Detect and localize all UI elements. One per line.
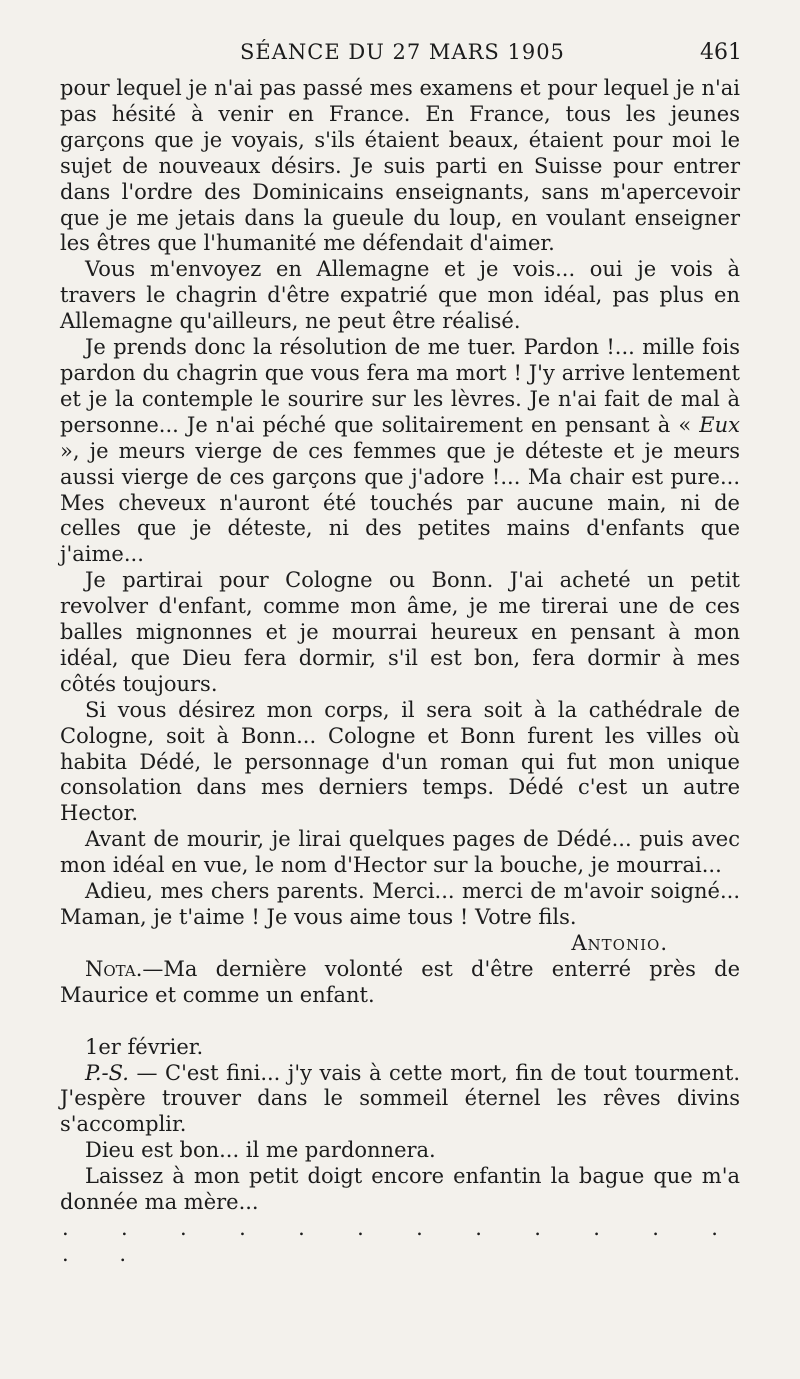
- page-header: [0, 38, 800, 68]
- paragraph-2: Vous m'envoyez en Allemagne et je vois... oui je vois à travers le chagrin d'être expatrié que mon idéal, pas plus en Allemagne qu'ailleurs, ne peut être réalisé.: [60, 257, 740, 334]
- paragraph-6: Avant de mourir, je lirai quelques pages de Dédé... puis avec mon idéal en vue, le nom d'Hector sur la bouche, je mourrai...: [60, 827, 740, 878]
- ellipsis-row: . . . . . . . . . . . . . .: [62, 1215, 740, 1266]
- paragraph-7: Adieu, mes chers parents. Merci... merci de m'avoir soigné... Maman, je t'aime ! Je vous aime tous ! Votre fils.: [60, 879, 740, 929]
- signature: Antonio.: [571, 930, 668, 955]
- running-title: SÉANCE DU 27 MARS 1905: [240, 40, 565, 64]
- paragraph-5: Si vous désirez mon corps, il sera soit à la cathédrale de Cologne, soit à Bonn... Cologne et Bonn furent les villes où habita Dédé, le personnage d'un roman qui fut mon unique consolation dans mes derniers temps. Dédé c'est un autre Hector.: [60, 697, 740, 826]
- nota-label: Nota.: [85, 956, 143, 981]
- paragraph-9: Laissez à mon petit doigt encore enfantin la bague que m'a donnée ma mère...: [60, 1164, 740, 1215]
- paragraph-3: [60, 335, 740, 568]
- paragraph-3-part-1: Je prends donc la résolution de me tuer. Pardon !... mille fois pardon du chagrin que vous fera ma mort ! J'y arrive lentement et je la contemple le sourire sur les lèvres. Je n'ai fait de mal à personne... Je n'ai péché que solitairement en pensant à «: [60, 335, 740, 437]
- postscript-paragraph: [60, 1061, 740, 1139]
- nota-paragraph: [60, 957, 740, 1009]
- postscript-label: P.-S.: [85, 1060, 129, 1085]
- paragraph-3-part-2: », je meurs vierge de ces femmes que je déteste et je meurs aussi vierge de ces garçons que j'adore !... Ma chair est pure... Mes cheveux n'auront été touchés par aucune main, ni de celles que je déteste, ni des petites mains d'enfants que j'aime...: [60, 438, 740, 567]
- body-text: [60, 76, 740, 1268]
- paragraph-4: Je partirai pour Cologne ou Bonn. J'ai acheté un petit revolver d'enfant, comme mon âme, je me tirerai une de ces balles mignonnes et je mourrai heureux en pensant à mon idéal, que Dieu fera dormir, s'il est bon, fera dormir à mes côtés toujours.: [60, 568, 740, 696]
- postscript-text: — C'est fini... j'y vais à cette mort, fin de tout tourment. J'espère trouver dans le sommeil éternel les rêves divins s'accomplir.: [60, 1060, 740, 1137]
- paragraph-8: Dieu est bon... il me pardonnera.: [85, 1138, 436, 1163]
- paragraph-3-italic: Eux: [699, 412, 740, 437]
- section-gap: [60, 1009, 740, 1035]
- nota-text: —Ma dernière volonté est d'être enterré près de Maurice et comme un enfant.: [60, 956, 740, 1007]
- page-number: 461: [700, 40, 742, 65]
- date-line: 1er février.: [85, 1034, 204, 1059]
- paragraph-1: pour lequel je n'ai pas passé mes examens et pour lequel je n'ai pas hésité à venir en France. En France, tous les jeunes garçons que je voyais, s'ils étaient beaux, étaient pour moi le sujet de nouveaux désirs. Je suis parti en Suisse pour entrer dans l'ordre des Dominicains enseignants, sans m'apercevoir que je me jetais dans la gueule du loup, en voulant enseigner les êtres que l'humanité me défendait d'aimer.: [60, 76, 740, 256]
